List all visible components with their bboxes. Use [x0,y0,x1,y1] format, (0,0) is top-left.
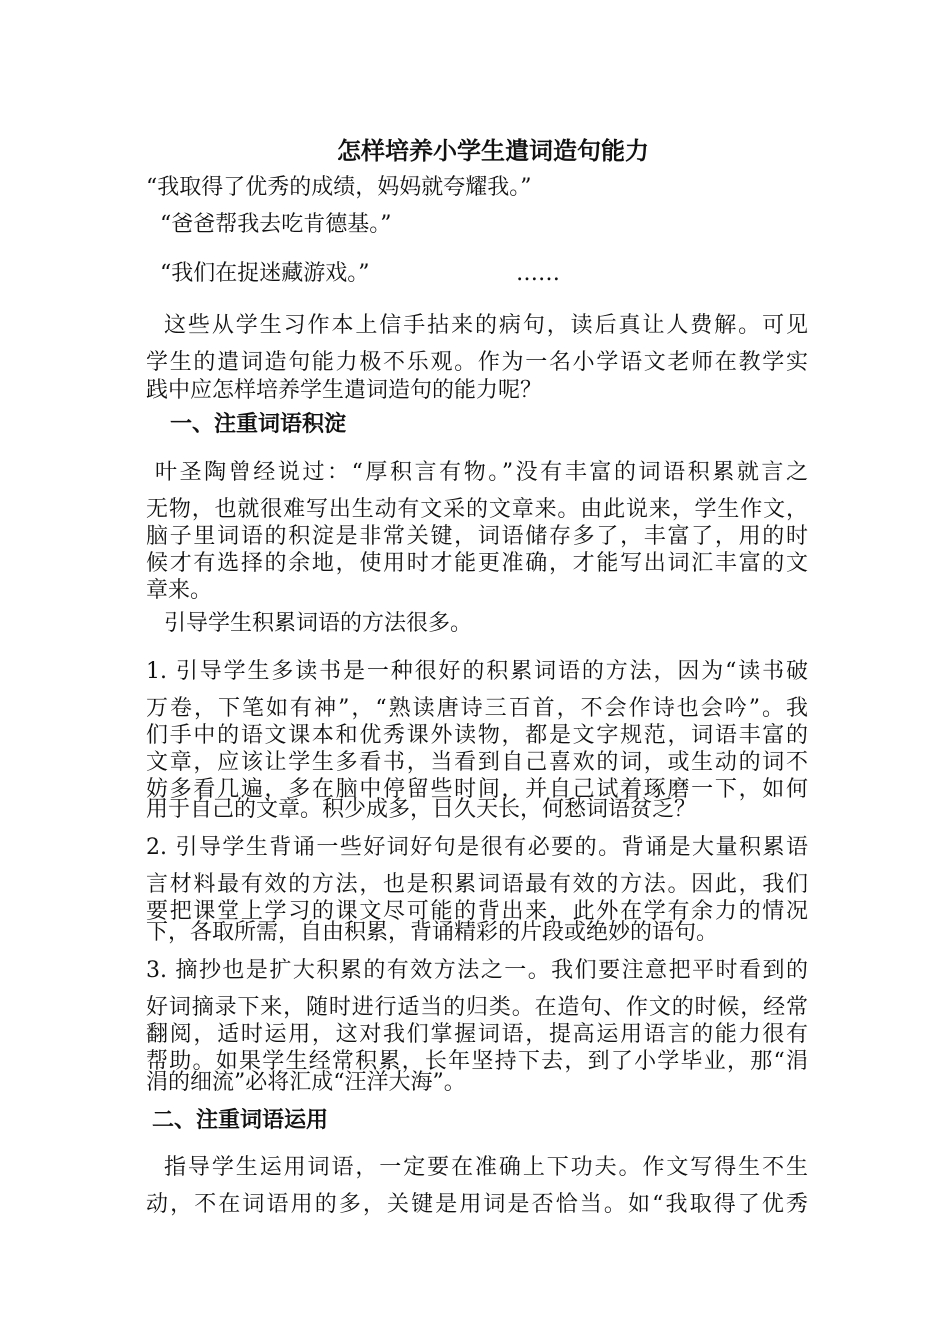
quote-line-2: “爸爸帮我去吃肯德基。” [160,212,392,237]
item2-line-4: 下，各取所需，自由积累，背诵精彩的片段或绝妙的语句。 [146,920,719,945]
item1-line-3: 们手中的语文课本和优秀课外读物，都是文字规范，词语丰富的 [146,723,808,748]
section1-para1-line-4: 候才有选择的余地，使用时才能更准确，才能写出词汇丰富的文 [146,551,808,576]
section1-para2: 引导学生积累词语的方法很多。 [164,611,473,636]
item1-line-6: 用于自己的文章。积少成多，日久天长，何愁词语贫乏？ [146,797,697,822]
item1-line-5: 妨多看几遍，多在脑中停留些时间，并自己试着琢磨一下，如何 [146,777,808,802]
section1-para1-line-2: 无物，也就很难写出生动有文采的文章来。由此说来，学生作文， [146,497,808,522]
intro-line-3: 践中应怎样培养学生遣词造句的能力呢？ [146,378,543,403]
section2-heading: 二、注重词语运用 [152,1107,329,1133]
item1-line-1: 1. 引导学生多读书是一种很好的积累词语的方法，因为“读书破 [146,659,808,684]
section2-para1-line-1: 指导学生运用词语，一定要在准确上下功夫。作文写得生不生 [164,1155,808,1180]
section1-para1-line-5: 章来。 [146,578,213,603]
item3-line-4: 帮助。如果学生经常积累，长年坚持下去，到了小学毕业，那“涓 [146,1049,808,1074]
quote-line-1: “我取得了优秀的成绩，妈妈就夸耀我。” [146,175,532,200]
item3-line-1: 3. 摘抄也是扩大积累的有效方法之一。我们要注意把平时看到的 [146,958,808,983]
quote-line-3: “我们在捉迷藏游戏。” [160,261,370,286]
section1-para1-line-1: 叶圣陶曾经说过：“厚积言有物。”没有丰富的词语积累就言之 [155,460,808,485]
item2-line-3: 要把课堂上学习的课文尽可能的背出来，此外在学有余力的情况 [146,899,808,924]
ellipsis: …… [516,261,560,286]
intro-line-2: 学生的遣词造句能力极不乐观。作为一名小学语文老师在教学实 [146,350,808,375]
section1-para1-line-3: 脑子里词语的积淀是非常关键，词语储存多了，丰富了，用的时 [146,524,808,549]
section2-para1-line-2: 动，不在词语用的多，关键是用词是否恰当。如“我取得了优秀 [146,1192,808,1217]
item1-line-4: 文章，应该让学生多看书，当看到自己喜欢的词，或生动的词不 [146,750,808,775]
intro-line-1: 这些从学生习作本上信手拈来的病句，读后真让人费解。可见 [164,313,808,338]
item3-line-5: 涓的细流”必将汇成“汪洋大海”。 [146,1070,466,1095]
item3-line-3: 翻阅，适时运用，这对我们掌握词语，提高运用语言的能力很有 [146,1022,808,1047]
document-title: 怎样培养小学生遣词造句能力 [337,136,649,165]
section1-heading: 一、注重词语积淀 [170,411,347,437]
item2-line-2: 言材料最有效的方法，也是积累词语最有效的方法。因此，我们 [146,872,808,897]
item3-line-2: 好词摘录下来，随时进行适当的归类。在造句、作文的时候，经常 [146,995,808,1020]
item1-line-2: 万卷，下笔如有神”，“熟读唐诗三百首，不会作诗也会吟”。我 [146,696,808,721]
item2-line-1: 2. 引导学生背诵一些好词好句是很有必要的。背诵是大量积累语 [146,835,808,860]
